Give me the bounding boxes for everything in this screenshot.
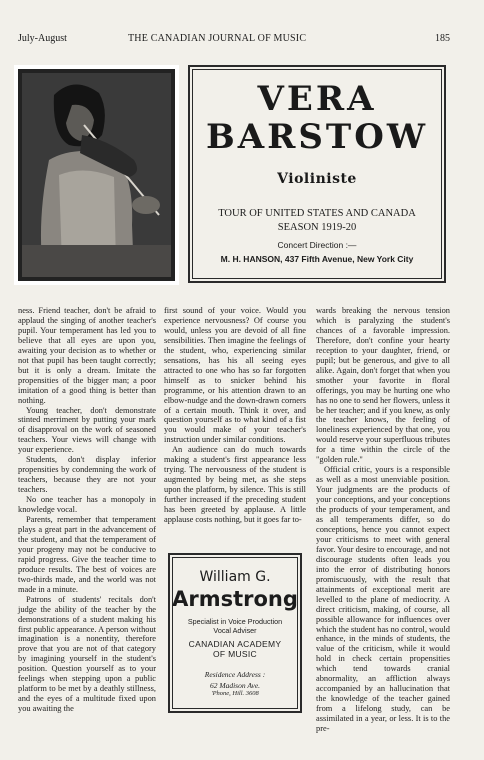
journal-title: THE CANADIAN JOURNAL OF MUSIC <box>128 33 307 44</box>
paragraph: Young teacher, don't demonstrate stinted merriment by putting your mark of disapproval on the work of seasoned teachers. Your views will change with your experience. <box>18 405 156 455</box>
artist-last-name: BARSTOW <box>205 117 429 157</box>
article-column-2 <box>164 306 306 525</box>
tour-line: TOUR OF UNITED STATES AND CANADA <box>218 208 416 219</box>
specialty-line: Vocal Adviser <box>213 626 257 635</box>
running-head <box>18 33 450 47</box>
teacher-specialty <box>168 617 302 635</box>
residence-street: 62 Madison Ave. <box>209 681 261 690</box>
paragraph: Parents, remember that temperament plays a great part in the advancement of the student, and that the temperament of your progeny may not be conducive to rapid progress. Give the teacher time to produce results. The best of voices are two-thirds made, and the world was not made in a minute. <box>18 515 156 594</box>
phone-number: 'Phone, Hill. 3608 <box>211 690 259 697</box>
vera-barstow-advertisement <box>188 65 446 283</box>
article-column-3 <box>316 306 450 734</box>
paragraph: first sound of your voice. Would you experience nervousness? Of course you would, unless you are devoid of all fine sensibilities. Then imagine the feelings of the student, who, experiencing similar sensations, has his all seeing eyes attracted to one who has so far forgotten himself as to snicker behind his programme, or his attention drawn to an elbow-nudge and the down-drawn corners of a certain mouth. Think it over, and question yourself as to what kind of a fist you would make of your teacher's instruction under similar conditions. <box>164 306 306 445</box>
paragraph: An audience can do much towards making a student's first appearance less trying. The nervousness of the student is augmented by being met, as she steps upon the platform, by silence. This is still further increased if the preceding student has been greeted by applause. A little applause costs nothing, but it goes far to- <box>164 445 306 525</box>
issue-date: July-August <box>18 33 67 44</box>
artist-role: Violiniste <box>277 171 357 187</box>
concert-direction-label: Concert Direction :— <box>277 240 357 250</box>
paragraph: wards breaking the nervous tension which is paralyzing the student's chances of a favorable impression. Therefore, don't confine your hearty reception to your daughter, friend, or pupil; but be generous, and give to all alike. Again, don't forget that when you smother your favorite in floral offerings, you may be hurting one who has no one to send her flowers, unless it be her teacher; and if you knew, as only the teacher knows, the feeling of loneliness experienced by that one, you would reserve your superfluous tributes for a time within the circle of the "golden rule." <box>316 306 450 465</box>
season-line: SEASON 1919-20 <box>277 222 357 233</box>
violinist-photo <box>14 65 179 285</box>
manager-address: M. H. HANSON, 437 Fifth Avenue, New York City <box>220 254 414 264</box>
armstrong-advertisement <box>168 553 302 713</box>
paragraph: Patrons of students' recitals don't judge the ability of the teacher by the demonstrations of a student making his first public appearance. A person without imagination is a nonentity, therefore prove that you are not of that category by imagining yourself in the student's position. Question yourself as to your feelings when stepping upon a public platform to be met by a deathly stillness, and the eyes of a multitude fixed upon you awaiting the <box>18 594 156 714</box>
paragraph: No one teacher has a monopoly in knowledge vocal. <box>18 495 156 515</box>
teacher-first-name: William G. <box>199 569 271 585</box>
academy-line: OF MUSIC <box>213 649 257 659</box>
artist-first-name: VERA <box>257 79 377 119</box>
specialty-line: Specialist in Voice Production <box>187 617 283 626</box>
paragraph: Students, don't display inferior propensities by condemning the work of teachers, because they are not your teachers. <box>18 455 156 495</box>
academy-name <box>168 639 302 659</box>
teacher-last-name: Armstrong <box>172 587 298 611</box>
page-number: 185 <box>435 33 450 44</box>
tour-info <box>188 207 446 235</box>
article-column-1 <box>18 306 156 714</box>
academy-line: CANADIAN ACADEMY <box>188 639 282 649</box>
residence-address <box>168 669 302 691</box>
paragraph: ness. Friend teacher, don't be afraid to applaud the singing of another teacher's pupil. Your temperament has led you to believe that all eyes are upon you, awaiting your decision as to whether or not that pupil has been taught correctly; but it is only a dream. Imitate the propensities of the bigger man; a poor imitation of a good thing is better than nothing. <box>18 306 156 405</box>
paragraph: Official critic, yours is a responsible as well as a most unenviable position. Your judgments are the products of your conceptions, and your conceptions the products of your temperament, and as all temperaments differ, so do conceptions, hence you cannot expect your criticisms to meet with general favor. Your desire to encourage, and not discourage students often leads you into the error of distributing honors promiscuously, with the result that attainments of exceptional merit are levelled to the plane of mediocrity. A direct criticism, making, of course, all possible allowance for influences over which the student has no control, would enhance, in the minds of students, the value of the criticism, while it would hold in check certain propensities which tend towards cranial abnormality, an affliction always accompanied by an hallucination that the knowledge of the teacher gained from a lifelong study, can be assimilated in a year, or less. It is to the pre- <box>316 465 450 734</box>
residence-label: Residence Address : <box>204 670 266 679</box>
violinist-photo-image <box>14 65 179 285</box>
